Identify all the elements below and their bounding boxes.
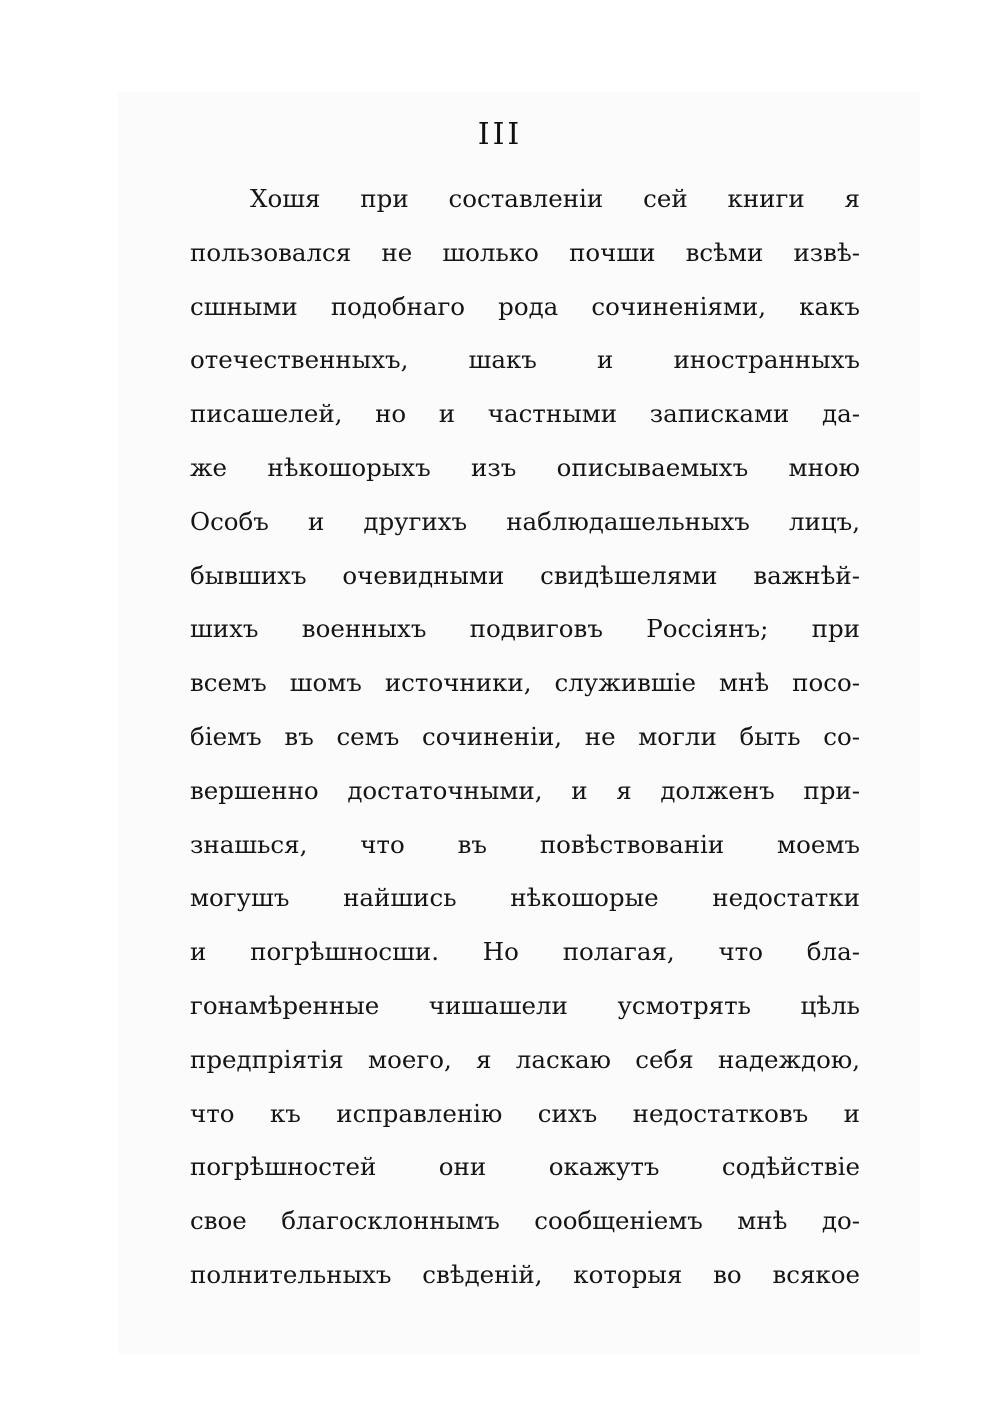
body-text (190, 172, 860, 1302)
text-line: и погрѣшносши. Но полагая, что бла- (190, 937, 860, 967)
text-line: что къ исправленію сихъ недостатковъ и (190, 1098, 860, 1128)
text-line: вершенно достаточными, и я долженъ при- (190, 775, 860, 805)
text-line: пользовался не шолько почши всѣми извѣ- (190, 237, 860, 267)
text-line: сшными подобнаго рода сочиненіями, какъ (190, 291, 860, 321)
text-line: могушъ найшись нѣкошорые недостатки (190, 883, 860, 913)
text-line: предпріятія моего, я ласкаю себя надеждою, (190, 1044, 860, 1074)
text-line: писашелей, но и частными записками да- (190, 399, 860, 429)
text-line: всемъ шомъ источники, служившіе мнѣ посо- (190, 668, 860, 698)
text-line: знашься, что въ повѣствованіи моемъ (190, 829, 860, 859)
text-line: Особъ и другихъ наблюдашельныхъ лицъ, (190, 506, 860, 536)
text-line: свое благосклоннымъ сообщеніемъ мнѣ до- (190, 1206, 860, 1236)
text-line: бывшихъ очевидными свидѣшелями важнѣй- (190, 560, 860, 590)
text-line: же нѣкошорыхъ изъ описываемыхъ мною (190, 452, 860, 482)
text-line: Хошя при составленіи сей книги я (250, 184, 860, 213)
text-line: гонамѣренные чишашели усмотрять цѣль (190, 990, 860, 1020)
page-number: III (477, 117, 523, 152)
text-line: отечественныхъ, шакъ и иностранныхъ (190, 345, 860, 375)
text-line: полнительныхъ свѣденій, которыя во всякое (190, 1259, 860, 1289)
text-line: біемъ въ семъ сочиненіи, не могли быть со- (190, 721, 860, 751)
text-line: шихъ военныхъ подвиговъ Россіянъ; при (190, 614, 860, 644)
text-line: погрѣшностей они окажутъ содѣйствіе (190, 1152, 860, 1182)
